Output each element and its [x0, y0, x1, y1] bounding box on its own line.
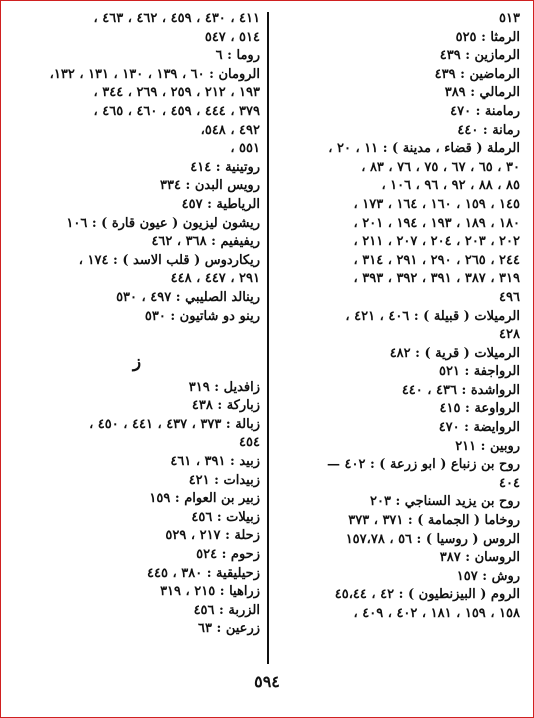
- index-entry: الرمالي : ٣٨٩: [444, 85, 520, 101]
- index-entry: ريفيفيم : ٣٦٨ ، ٤٦٢: [151, 234, 260, 250]
- index-entry: ريشون ليزيون ( عيون قارة ) : ١٠٦: [66, 215, 260, 231]
- index-entry: روح بن زنباع ( ابو زرعة ) : ٤٠٢ —: [326, 457, 520, 473]
- index-entry: زبيدات : ٤٢١: [188, 472, 260, 488]
- index-entry: زحلة : ٢١٧ ، ٥٢٩: [165, 528, 260, 544]
- index-entry: زرعين : ٦٣: [198, 621, 260, 637]
- index-entry: الروسان : ٣٨٧: [439, 550, 520, 566]
- index-entry: ٣٧٩ ، ٤٤٤ ، ٤٥٩ ، ٤٦٠ ، ٤٦٥ ،: [93, 103, 260, 119]
- right-column: [274, 10, 520, 624]
- index-entry: الرواجفة : ٥٢١: [438, 364, 520, 380]
- index-entry: زحوم : ٥٢٤: [196, 547, 260, 563]
- index-entry: الروايضة : ٤٧٠: [438, 420, 520, 436]
- index-entry: الرمازين : ٤٣٩: [439, 48, 520, 64]
- index-entry: ٤٢٨: [499, 327, 520, 343]
- left-column: [14, 10, 260, 639]
- index-entry: الزربة : ٤٥٦: [193, 602, 260, 618]
- index-entry: ٥١٤ ، ٥٤٧: [204, 29, 260, 45]
- left-column-top: [14, 10, 260, 326]
- page-number: ٥٩٤: [254, 672, 280, 691]
- index-entry: ٤٠٤: [499, 475, 520, 491]
- index-entry: ٤٩٦: [499, 289, 520, 305]
- index-entry: روما : ٦: [215, 48, 260, 64]
- index-entry: روتينية : ٤١٤: [190, 159, 260, 175]
- index-entry: زحيليقية : ٣٨٠ ، ٤٤٥: [147, 565, 260, 581]
- index-entry: الرواشدة : ٤٣٦ ، ٤٤٠: [401, 382, 520, 398]
- index-entry: ٨٥ ، ٨٨ ، ٩٢ ، ٩٦ ، ١٠٦ ،: [381, 178, 520, 194]
- index-entry: الرماضين : ٤٣٩: [434, 66, 520, 82]
- index-entry: ٤٥٤: [239, 435, 260, 451]
- index-entry: الرياطية : ٤٥٧: [181, 196, 260, 212]
- index-entry: زبيد : ٣٩١ ، ٤٦١: [170, 454, 260, 470]
- index-entry: زباركة : ٤٣٨: [191, 398, 260, 414]
- index-entry: ٣١٩ ، ٣٨٧ ، ٣٩١ ، ٣٩٢ ، ٣٩٣ ،: [353, 271, 520, 287]
- index-entry: زافديل : ٣١٩: [188, 379, 260, 395]
- index-entry: ريكاردوس ( قلب الاسد ) : ١٧٤ ،: [78, 252, 260, 268]
- index-entry: الرومان : ٦٠ ، ١٣٩ ، ١٣٠ ، ١٣١ ، ١٣٢،: [49, 66, 260, 82]
- index-entry: روح بن يزيد السناجي : ٢٠٣: [369, 494, 520, 510]
- index-entry: الروس ( روسيا ) : ٥٦ ، ١٥٧،٧٨: [345, 531, 520, 547]
- index-page: [14, 6, 520, 712]
- index-entry: ٤٩٢ ، ٥٤٨،: [200, 122, 260, 138]
- index-entry: رينالد الصليبي : ٤٩٧ ، ٥٣٠: [116, 289, 260, 305]
- index-entry: الرمثا : ٥٢٥: [455, 29, 520, 45]
- index-entry: ١٨٠ ، ١٨٩ ، ١٩٣ ، ١٩٤ ، ٢٠١ ،: [353, 215, 520, 231]
- index-entry: الرواوعة : ٤١٥: [439, 401, 520, 417]
- spacer: [14, 326, 260, 345]
- index-entry: ٢٩١ ، ٤٤٧ ، ٤٤٨: [170, 271, 260, 287]
- index-entry: رمامنة : ٤٧٠: [450, 103, 520, 119]
- index-entry: روبين : ٢١١: [455, 438, 520, 454]
- index-entry: زبالة : ٣٧٣ ، ٤٣٧ ، ٤٤١ ، ٤٥٠ ،: [89, 416, 260, 432]
- index-entry: الرميلات ( قبيلة ) : ٤٠٦ ، ٤٢١ ،: [345, 308, 520, 324]
- index-entry: ١٩٣ ، ٢١٢ ، ٢٥٩ ، ٢٦٩ ، ٣٤٤ ،: [93, 85, 260, 101]
- index-entry: ١٤٥ ، ١٥٩ ، ١٦٠ ، ١٦٤ ، ١٧٣ ،: [353, 196, 520, 212]
- index-entry: رويس البدن : ٣٣٤: [160, 178, 260, 194]
- index-entry: الرملة ( قضاء ، مدينة ) : ١١ ، ٢٠ ،: [328, 141, 520, 157]
- index-entry: الرميلات ( قرية ) : ٤٨٢: [389, 345, 520, 361]
- index-entry: روش : ١٥٧: [456, 568, 520, 584]
- index-entry: زبير بن العوام : ١٥٩: [149, 491, 260, 507]
- index-entry: ٣٠ ، ٦٥ ، ٦٧ ، ٧٥ ، ٧٦ ، ٨٣ ،: [361, 159, 520, 175]
- index-entry: زراهيا : ٢١٥ ، ٣١٩: [160, 584, 260, 600]
- index-entry: رمانة : ٤٤٠: [457, 122, 520, 138]
- column-divider: [267, 12, 269, 664]
- index-entry: روخاما ( الجمامة ) : ٣٧١ ، ٣٧٣: [348, 513, 520, 529]
- index-entry: ١٥٨ ، ١٥٩ ، ١٨١ ، ٤٠٢ ، ٤٠٩ ،: [353, 606, 520, 621]
- index-entry: زبيلات : ٤٥٦: [191, 509, 260, 525]
- index-entry: الروم ( البيزنطيون ) : ٤٢ ، ٤٥،٤٤: [334, 587, 520, 603]
- index-entry: ٥١٣: [499, 11, 520, 26]
- index-entry: رينو دو شاتيون : ٥٣٠: [144, 308, 260, 324]
- left-column-bottom: [14, 379, 260, 639]
- index-entry: ٢٤٤ ، ٢٦٥ ، ٢٩٠ ، ٢٩١ ، ٣١٤ ،: [353, 252, 520, 268]
- index-entry: ٤١١ ، ٤٣٠ ، ٤٥٩ ، ٤٦٢ ، ٤٦٣ ،: [93, 11, 260, 26]
- index-entry: ٢٠٢ ، ٢٠٣ ، ٢٠٤ ، ٢٠٧ ، ٢١١ ،: [353, 234, 520, 250]
- section-letter: ز: [132, 351, 142, 372]
- index-entry: ٥٥١ ،: [230, 141, 260, 157]
